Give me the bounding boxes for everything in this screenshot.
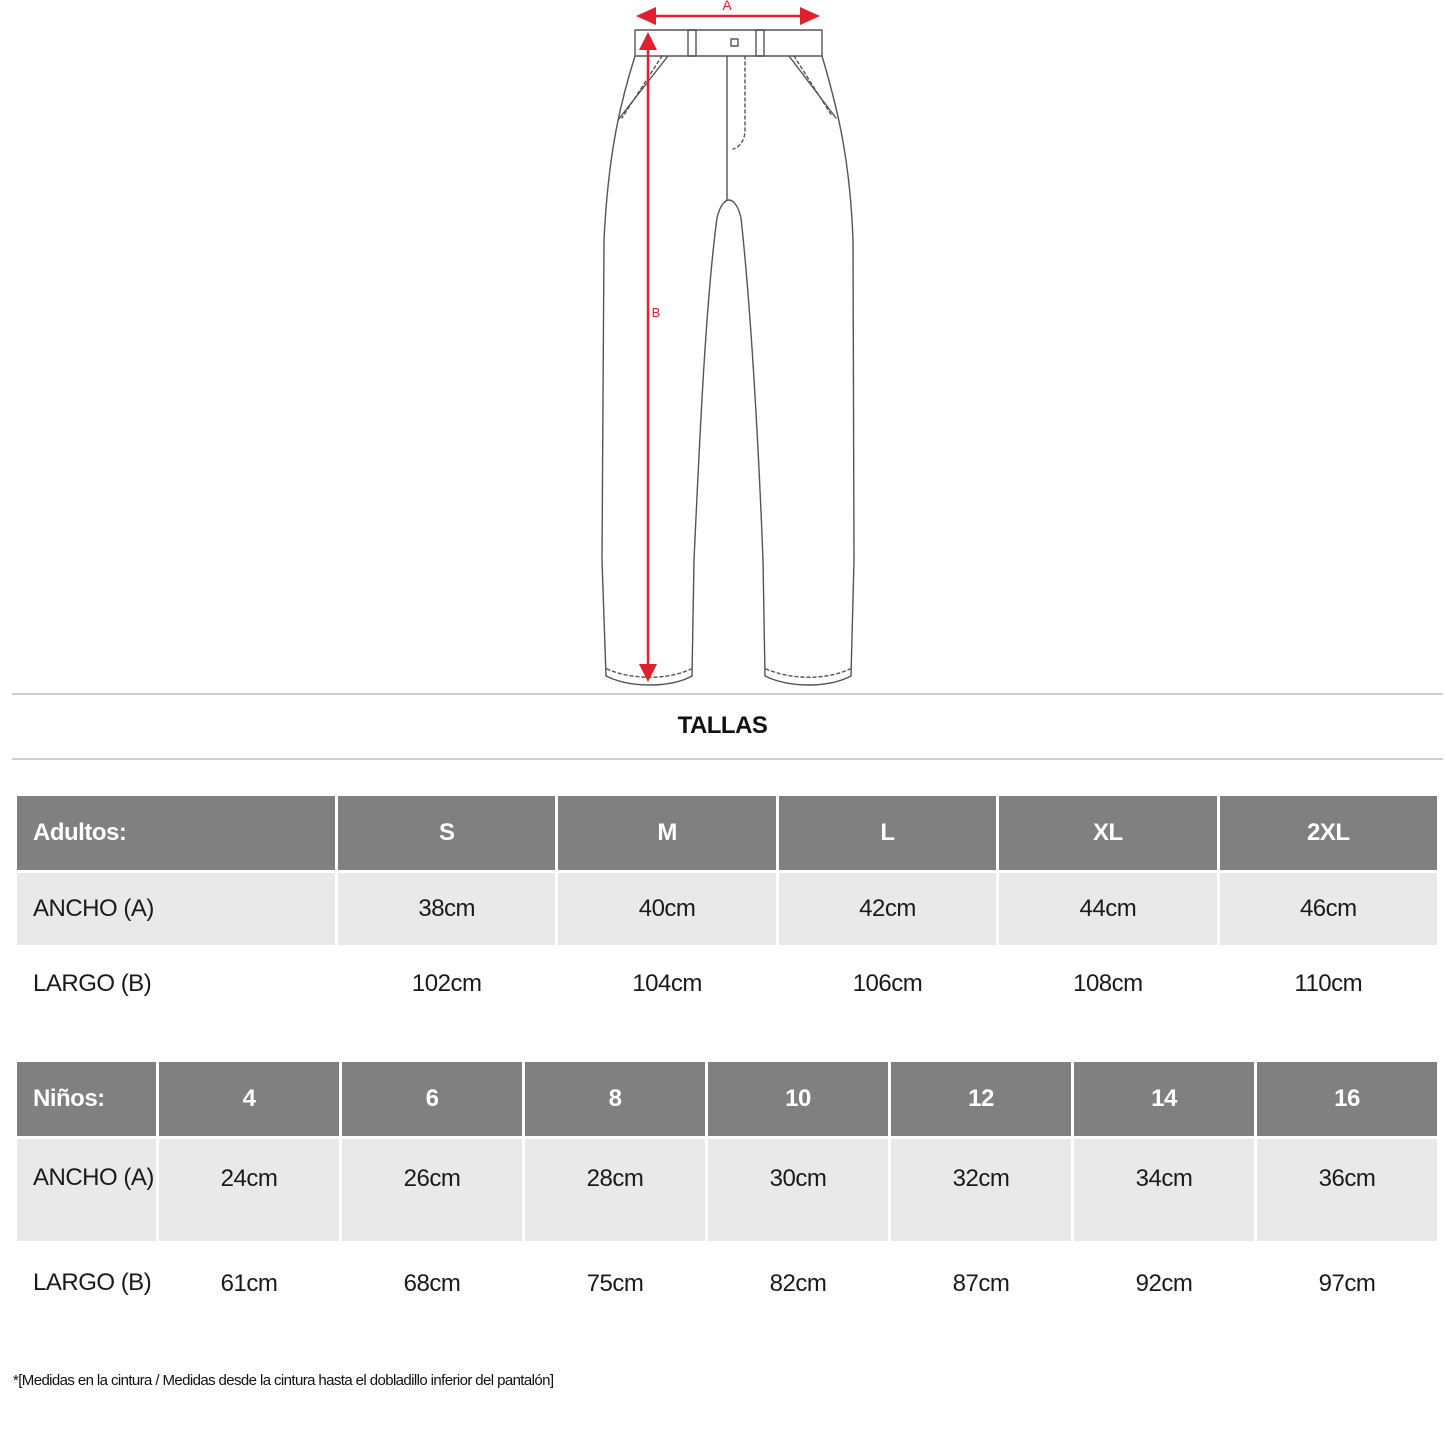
kids-header-row xyxy=(17,1062,1437,1136)
row-label: ANCHO (A) xyxy=(17,873,335,945)
kids-size-16: 16 xyxy=(1257,1062,1437,1136)
table-cell: 87cm xyxy=(952,1270,1010,1297)
measure-a-label: A xyxy=(722,0,732,13)
kids-size-10: 10 xyxy=(708,1062,888,1136)
table-cell: 82cm xyxy=(769,1270,827,1297)
table-cell: 28cm xyxy=(525,1139,705,1241)
kids-size-6: 6 xyxy=(342,1062,522,1136)
adult-size-xl: XL xyxy=(999,796,1216,870)
table-cell: 61cm xyxy=(220,1270,278,1297)
table-cell: 97cm xyxy=(1318,1270,1376,1297)
table-row xyxy=(17,1139,1437,1241)
kids-size-14: 14 xyxy=(1074,1062,1254,1136)
table-row xyxy=(17,948,1437,1020)
row-label: ANCHO (A) xyxy=(17,1139,156,1241)
table-cell: 42cm xyxy=(779,873,996,945)
belt-loop-right xyxy=(756,30,764,56)
hem-right-stitch xyxy=(766,669,850,677)
table-cell: 68cm xyxy=(403,1270,461,1297)
measure-a-arrow-left xyxy=(636,7,656,25)
kids-size-table xyxy=(14,1059,1440,1349)
measure-a-arrow-right xyxy=(800,7,820,25)
kids-size-12: 12 xyxy=(891,1062,1071,1136)
table-cell: 92cm xyxy=(1135,1270,1193,1297)
adult-size-s: S xyxy=(338,796,555,870)
table-cell: 110cm xyxy=(1294,970,1363,997)
table-cell: 24cm xyxy=(159,1139,339,1241)
table-cell: 30cm xyxy=(708,1139,888,1241)
right-leg-outline xyxy=(822,56,854,676)
inseam xyxy=(692,200,765,676)
kids-size-4: 4 xyxy=(159,1062,339,1136)
row-label: LARGO (B) xyxy=(33,970,152,997)
table-cell: 40cm xyxy=(558,873,775,945)
table-cell: 46cm xyxy=(1220,873,1437,945)
pocket-left-inner xyxy=(622,56,662,118)
table-cell: 34cm xyxy=(1074,1139,1254,1241)
adult-header-label: Adultos: xyxy=(17,796,335,870)
pocket-right xyxy=(789,56,836,118)
page-title: TALLAS xyxy=(677,712,768,739)
table-cell: 36cm xyxy=(1257,1139,1437,1241)
measure-b-arrow-top xyxy=(639,32,657,50)
row-label: LARGO (B) xyxy=(33,1269,152,1296)
footnote: *[Medidas en la cintura / Medidas desde la cintura hasta el dobladillo inferior del pantalón] xyxy=(13,1372,554,1389)
adult-size-table xyxy=(14,793,1440,1023)
adult-size-l: L xyxy=(779,796,996,870)
button xyxy=(731,39,738,46)
table-cell: 108cm xyxy=(1073,970,1143,997)
divider-bottom xyxy=(12,758,1443,760)
divider-top xyxy=(12,693,1443,695)
waistband xyxy=(635,30,822,56)
table-cell: 38cm xyxy=(338,873,555,945)
adult-size-m: M xyxy=(558,796,775,870)
fly-stitch xyxy=(733,56,745,149)
measure-b-arrow-bottom xyxy=(639,664,657,682)
adult-size-2xl: 2XL xyxy=(1220,796,1437,870)
table-cell: 32cm xyxy=(891,1139,1071,1241)
pocket-right-inner xyxy=(794,56,832,116)
kids-header-label: Niños: xyxy=(17,1062,156,1136)
table-cell: 44cm xyxy=(999,873,1216,945)
table-cell: 75cm xyxy=(586,1270,644,1297)
kids-size-8: 8 xyxy=(525,1062,705,1136)
table-row xyxy=(17,1244,1437,1346)
table-cell: 26cm xyxy=(342,1139,522,1241)
table-cell: 106cm xyxy=(852,970,923,997)
measure-b-label: B xyxy=(651,305,661,320)
table-cell: 102cm xyxy=(411,970,482,997)
left-leg-outline xyxy=(602,56,635,676)
belt-loop-left xyxy=(688,30,696,56)
adult-header-row xyxy=(17,796,1437,870)
pants-measurement-diagram xyxy=(0,0,1445,695)
table-cell: 104cm xyxy=(632,970,702,997)
table-row xyxy=(17,873,1437,945)
